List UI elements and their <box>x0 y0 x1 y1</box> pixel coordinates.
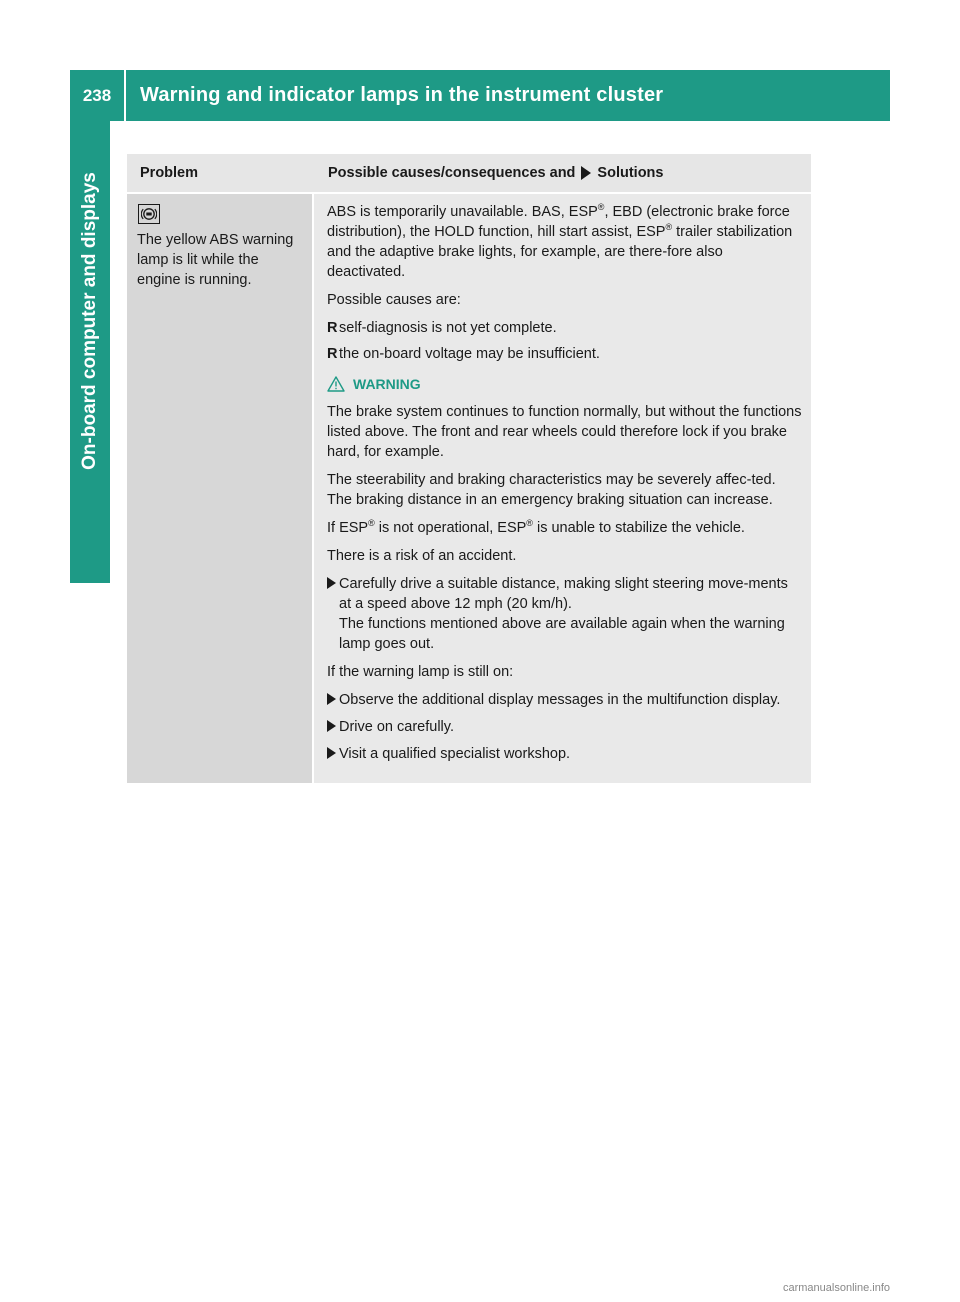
registered-mark: ® <box>526 518 533 529</box>
bullet-mark: R <box>327 320 338 336</box>
list-item <box>327 574 803 654</box>
warning-triangle-icon <box>327 376 345 392</box>
list-item <box>327 690 803 711</box>
esp-text-a: If ESP <box>327 520 369 536</box>
warning-paragraph: The steerability and braking characteristics may be severely affec-ted. The braking distance in an emergency braking situation can increase. <box>327 472 776 508</box>
step-text: Visit a qualified specialist workshop. <box>339 746 571 762</box>
arrow-right-icon <box>581 166 591 180</box>
page-number: 238 <box>70 70 126 121</box>
list-item <box>327 344 803 364</box>
esp-text-b: is not operational, ESP <box>374 520 527 536</box>
step-mark <box>327 574 339 654</box>
step-mark <box>327 744 339 765</box>
column-header-solutions-pre: Possible causes/consequences and <box>328 165 576 181</box>
step-text: Drive on carefully. <box>339 719 454 735</box>
bullet-mark: R <box>327 346 338 362</box>
warning-paragraph: The brake system continues to function normally, but without the functions listed above. The front and rear wheels could therefore lock if you brake hard, for example. <box>327 404 802 460</box>
warning-paragraph: There is a risk of an accident. <box>327 548 517 564</box>
registered-mark: ® <box>665 222 673 233</box>
solutions-cell <box>314 194 811 783</box>
problem-cell <box>127 194 312 783</box>
table-row <box>127 194 811 783</box>
cause-text: self-diagnosis is not yet complete. <box>339 320 557 336</box>
page-header <box>70 70 890 121</box>
column-header-solutions-post: Solutions <box>597 165 664 181</box>
registered-mark: ® <box>597 202 605 213</box>
cause-text: the on-board voltage may be insufficient. <box>339 346 600 362</box>
warning-paragraph <box>327 518 803 538</box>
column-header-solutions <box>314 165 663 181</box>
causes-intro: Possible causes are: <box>327 292 461 308</box>
chapter-side-label <box>70 121 110 521</box>
intro-text-a: ABS is temporarily unavailable. BAS, ESP <box>327 204 598 220</box>
intro-text-c: trailer stabilization and the adaptive brake lights, for example, are there-fore also deactivated. <box>327 224 793 280</box>
column-header-problem: Problem <box>140 165 199 181</box>
warning-lamp-table <box>127 154 811 783</box>
esp-text-c: is unable to stabilize the vehicle. <box>532 520 745 536</box>
step-text: Observe the additional display messages in the multifunction display. <box>339 692 781 708</box>
warning-label: WARNING <box>353 376 421 392</box>
page-title: Warning and indicator lamps in the instrument cluster <box>140 84 664 106</box>
step-text <box>339 574 803 654</box>
intro-paragraph <box>327 202 803 282</box>
footer-site: carmanualsonline.info <box>782 1282 890 1294</box>
step-text-note: The functions mentioned above are available again when the warning lamp goes out. <box>339 616 785 652</box>
warning-heading <box>327 374 803 394</box>
step-mark <box>327 690 339 711</box>
step-mark <box>327 717 339 738</box>
list-item <box>327 717 803 738</box>
list-item <box>327 318 803 338</box>
registered-mark: ® <box>368 518 375 529</box>
table-header <box>127 154 811 194</box>
problem-text: The yellow ABS warning lamp is lit while the engine is running. <box>137 232 294 288</box>
chapter-label: On-board computer and displays <box>79 172 100 470</box>
abs-warning-lamp-icon <box>138 204 160 224</box>
step-text-main: Carefully drive a suitable distance, making slight steering move-ments at a speed above 12 mph (20 km/h). <box>339 576 788 612</box>
still-on-paragraph: If the warning lamp is still on: <box>327 664 514 680</box>
intro-text-b: , EBD (electronic brake force distribution), the HOLD function, hill start assist, ESP <box>327 204 790 240</box>
list-item <box>327 744 803 765</box>
